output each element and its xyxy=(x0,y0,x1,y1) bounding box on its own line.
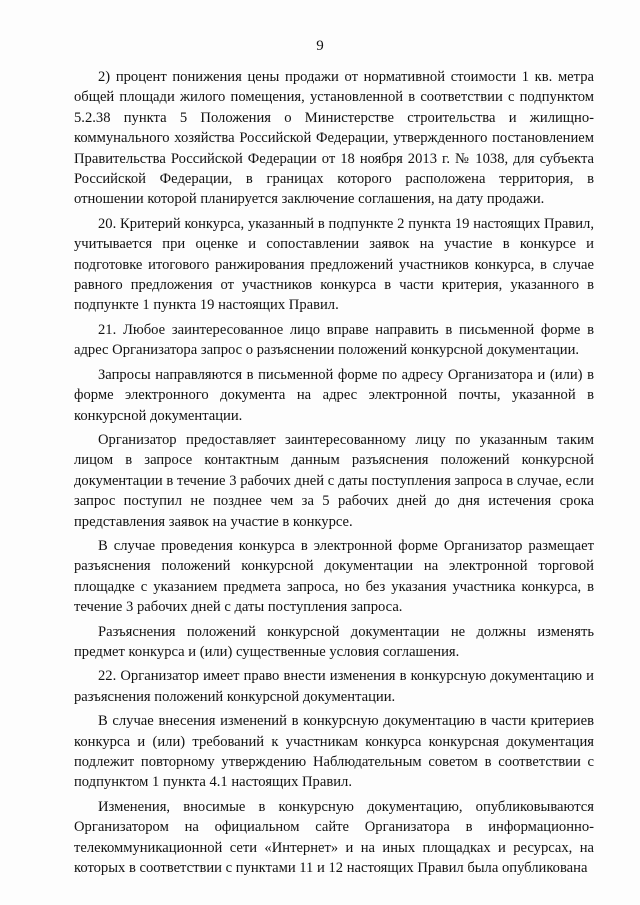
page-number: 9 xyxy=(316,38,324,54)
paragraph-requests: Запросы направляются в письменной форме по адресу Организатора и (или) в форме электронного документа на адрес электронной почты, указанной в конкурсной документации. xyxy=(74,366,594,424)
paragraph-organizer-provides: Организатор предоставляет заинтересованному лицу по указанным таким лицом в запросе контактным данным разъяснения положений конкурсной документации в течение 3 рабочих дней с даты поступления запроса в случае, если запрос поступил не позднее чем за 5 рабочих дней до дня истечения срока представления заявок на участие в конкурсе. xyxy=(74,431,594,530)
paragraph-22: 22. Организатор имеет право внести изменения в конкурсную документацию и разъяснения положений конкурсной документации. xyxy=(74,668,594,705)
paragraph-publication: Изменения, вносимые в конкурсную документацию, опубликовываются Организатором на официальном сайте Организатора в информационно-телекоммуникационной сети «Интернет» и на иных площадках и ресурсах, на которых в соответствии с пунктами 11 и 12 настоящих Правил была опубликована xyxy=(74,798,594,877)
paragraph-20: 20. Критерий конкурса, указанный в подпункте 2 пункта 19 настоящих Правил, учитывается при оценке и сопоставлении заявок на участие в конкурсе и подготовке итогового ранжирования предложений участников конкурса, в случае равного предложения от участников конкурса в части критерия, указанного в подпункте 1 пункта 19 настоящих Правил. xyxy=(74,215,594,314)
paragraph-21: 21. Любое заинтересованное лицо вправе направить в письменной форме в адрес Организатора запрос о разъяснении положений конкурсной документации. xyxy=(74,321,594,359)
paragraph-clarifications: Разъяснения положений конкурсной документации не должны изменять предмет конкурса и (или) существенные условия соглашения. xyxy=(74,623,594,660)
paragraph-criteria-changes: В случае внесения изменений в конкурсную документацию в части критериев конкурса и (или) требований к участникам конкурса конкурсная документация подлежит повторному утверждению Наблюдательным советом в соответствии с подпунктом 1 пункта 4.1 настоящих Правил. xyxy=(74,713,594,791)
paragraph-price-reduction: 2) процент понижения цены продажи от нормативной стоимости 1 кв. метра общей площади жилого помещения, установленной в соответствии с подпунктом 5.2.38 пункта 5 Положения о Министерстве строительства и жилищно-коммунального хозяйства Российской Федерации, утвержденного постановлением Правительства Российской Федерации от 18 ноября 2013 г. № 1038, для субъекта Российской Федерации, в границах которого расположена территория, в отношении которой планируется заключение соглашения, на дату продажи. xyxy=(74,69,594,208)
paragraph-electronic-form: В случае проведения конкурса в электронной форме Организатор размещает разъяснения положений конкурсной документации на электронной торговой площадке с указанием предмета запроса, но без указания участника конкурса, в течение 3 рабочих дней с даты поступления запроса. xyxy=(74,537,594,616)
document-body xyxy=(74,67,594,878)
